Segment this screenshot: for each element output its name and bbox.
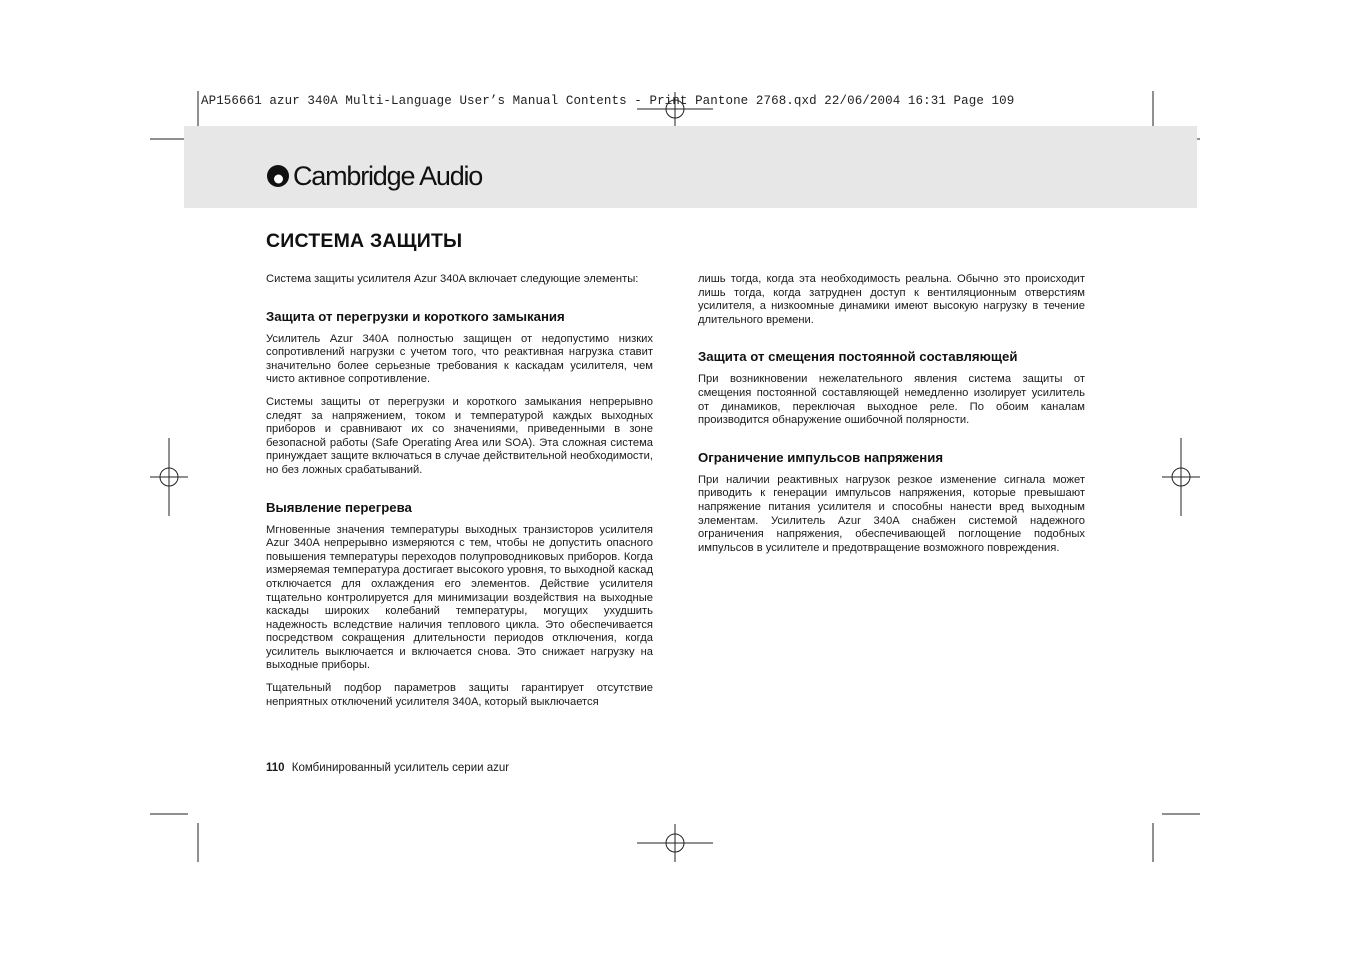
right-column (698, 273, 1085, 564)
registration-mark-left (150, 438, 188, 516)
section-heading-overheat: Выявление перегрева (266, 499, 412, 515)
registration-mark-bottom (637, 824, 713, 862)
intro-paragraph: Система защиты усилителя Azur 340A включает следующие элементы: (266, 273, 639, 285)
crop-mark-bottom-right (1153, 814, 1200, 862)
section-heading-overload: Защита от перегрузки и короткого замыкания (266, 308, 565, 324)
page-title: СИСТЕМА ЗАЩИТЫ (266, 230, 463, 252)
overheat-paragraph-1: Мгновенные значения температуры выходных транзисторов усилителя Azur 340A непрерывно измеряются с тем, чтобы не допустить опасного повышения температуры переходов полупроводниковых приборов. Когда измеряемая температура достигает высокого уровня, то выходной каскад отключается для охлаждения его элементов. Действие усилителя тщательно контролируется для минимизации воздействия на выходные каскады широких колебаний температуры, могущих ухудшить надежность вследствие наличия теплового цикла. Это обеспечивается посредством сокращения длительности периодов отключения, когда усилитель выключается и включается снова. Это снижает нагрузку на выходные приборы. (266, 523, 653, 672)
overload-paragraph-2: Системы защиты от перегрузки и короткого замыкания непрерывно следят за напряжением, током и температурой каждых выходных приборов и сравнивают их со значениями, приведенными в зоне безопасной работы (Safe Operating Area или SOA). Эта сложная система принуждает защите включаться в случае действительной необходимости, но без ложных срабатываний. (266, 395, 653, 476)
section-heading-voltage-clamp: Ограничение импульсов напряжения (698, 449, 944, 465)
dc-offset-paragraph: При возникновении нежелательного явления система защиты от смещения постоянной составляющей немедленно изолирует усилитель от динамиков, переключая выходное реле. По обоим каналам производится обнаружение ошибочной полярности. (698, 373, 1085, 427)
page-number: 110 (266, 762, 285, 774)
continuation-paragraph: лишь тогда, когда эта необходимость реальна. Обычно это происходит лишь тогда, когда затруднен доступ к вентиляционным отверстиям усилителя, а низкоомные динамики имеют высокую нагрузку в течение длительного времени. (698, 273, 1085, 326)
footer-text: Комбинированный усилитель серии azur (291, 762, 510, 774)
crop-mark-bottom-left (150, 814, 198, 862)
print-slug-line: AP156661 azur 340A Multi-Language User’s Manual Contents - Print Pantone 2768.qxd 22/06/2004 16:31 Page 109 (201, 94, 1015, 108)
left-column (266, 273, 653, 718)
voltage-clamp-paragraph: При наличии реактивных нагрузок резкое изменение сигнала может приводить к генерации импульсов напряжения, которые превышают напряжение питания усилителя и способны нанести вред выходным элементам. Усилитель Azur 340A снабжен системой надежного ограничения напряжения, обеспечивающей поглощение подобных импульсов в усилителе и предотвращение возможного повреждения. (698, 473, 1085, 554)
brand-name: Cambridge Audio (293, 161, 483, 191)
page-footer (266, 762, 509, 774)
brand-logo (266, 158, 482, 194)
cambridge-audio-logo-icon (266, 164, 290, 188)
section-heading-dc-offset: Защита от смещения постоянной составляющей (698, 349, 1018, 365)
overheat-paragraph-2: Тщательный подбор параметров защиты гарантирует отсутствие неприятных отключений усилителя 340A, который выключается (266, 682, 653, 708)
registration-mark-right (1162, 438, 1200, 516)
overload-paragraph-1: Усилитель Azur 340A полностью защищен от недопустимо низких сопротивлений нагрузки с учетом того, что реактивная нагрузка ставит значительно более серьезные требования к каскадам усилителя, чем чисто активное сопротивление. (266, 332, 653, 386)
